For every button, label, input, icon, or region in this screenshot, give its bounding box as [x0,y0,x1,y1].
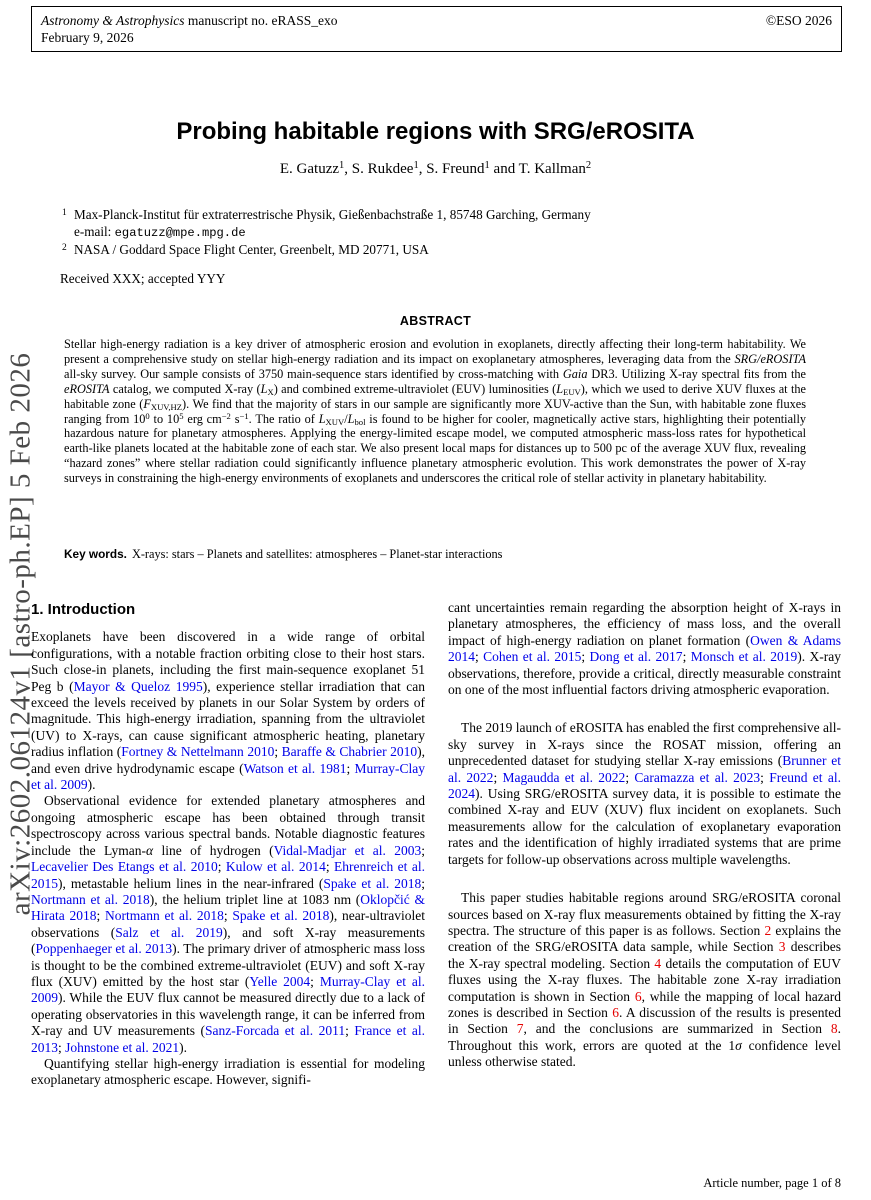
arxiv-watermark: arXiv:2602.06124v1 [astro-ph.EP] 5 Feb 2026 [4,352,37,916]
intro-paragraph-2: Observational evidence for extended planetary atmospheres and ongoing atmospheric escape has been obtained through transit spectroscopy across various spectral bands. Notable diagnostic features include the Lyman-α line of hydrogen (Vidal-Madjar et al. 2003; Lecavelier Des Etangs et al. 2010; Kulow et al. 2014; Ehrenreich et al. 2015), metastable helium lines in the near-infrared (Spake et al. 2018; Nortmann et al. 2018), the helium triplet line at 1083 nm (Oklopčić & Hirata 2018; Nortmann et al. 2018; Spake et al. 2018), near-ultraviolet observations (Salz et al. 2019), and soft X-ray measurements (Poppenhaeger et al. 2013). The primary driver of atmospheric mass loss is thought to be the combined extreme-ultraviolet (EUV) and soft X-ray flux (XUV) emitted by the host star (Yelle 2004; Murray-Clay et al. 2009). While the EUV flux cannot be measured directly due to a lack of operating observatories in this wavelength range, it can be inferred from X-ray and UV measurements (Sanz-Forcada et al. 2011; France et al. 2013; Johnstone et al. 2021). [31,793,426,1055]
manuscript-line: Astronomy & Astrophysics manuscript no. eRASS_exo [41,13,338,28]
citation-link[interactable]: Spake et al. 2018 [232,908,330,924]
section-ref-link[interactable]: 2 [764,922,772,938]
section-ref-link[interactable]: 3 [778,939,786,955]
intro-paragraph-4: The 2019 launch of eROSITA has enabled the first comprehensive all-sky survey in X-rays since the ROSAT mission, offering an unprecedented dataset for studying stellar X-ray emissions (Brunner et al. 2022; Magaudda et al. 2022; Caramazza et al. 2023; Freund et al. 2024). Using SRG/eROSITA survey data, it is possible to estimate the combined X-ray and EUV (XUV) flux incident on exoplanets. Such measurements allow for the calculation of exoplanetary evaporation rates and the identification of highly irradiated systems that are prime targets for follow-up observations across multiple wavelengths. [448,720,841,867]
citation-link[interactable]: Watson et al. 1981 [243,760,347,776]
affiliation-1 [60,207,810,224]
intro-paragraph-5: This paper studies habitable regions around SRG/eROSITA coronal sources based on X-ray flux measurements obtained by fitting the X-ray spectra. The structure of this paper is as follows. Section 2 explains the creation of the SRG/eROSITA data sample, while Section 3 describes the X-ray spectral modeling. Section 4 details the computation of EUV fluxes using the X-ray fluxes. The habitable zone X-ray irradiation computation is shown in Section 6, while the mapping of local hazard zones is described in Section 6. A discussion of the results is presented in Section 7, and the conclusions are summarized in Section 8. Throughout this work, errors are quoted at the 1σ confidence level unless otherwise stated. [448,890,841,1070]
citation-link[interactable]: Poppenhaeger et al. 2013 [35,941,173,957]
citation-link[interactable]: Baraffe & Chabrier 2010 [281,744,418,760]
keywords-label: Key words. [64,547,127,561]
citation-link[interactable]: Dong et al. 2017 [589,649,683,665]
left-column [31,600,425,1089]
right-column [448,600,841,1071]
section-ref-link[interactable]: 8 [830,1021,838,1037]
abstract-heading: ABSTRACT [399,314,472,328]
citation-link[interactable]: Owen & Adams 2014 [448,632,841,665]
citation-link[interactable]: Nortmann et al. 2018 [31,891,150,907]
citation-link[interactable]: Salz et al. 2019 [115,924,223,940]
intro-paragraph-3-continued: cant uncertainties remain regarding the absorption height of X-rays in planetary atmospheres, the efficiency of mass loss, and the overall impact of high-energy radiation on planet formation (Owen & Adams 2014; Cohen et al. 2015; Dong et al. 2017; Monsch et al. 2019). X-ray observations, therefore, provide a critical, directly measurable constraint on one of the most influential factors driving atmospheric evaporation. [448,600,841,698]
citation-link[interactable]: Caramazza et al. 2023 [634,769,761,785]
citation-link[interactable]: Nortmann et al. 2018 [104,908,224,924]
manuscript-info [41,12,338,46]
paper-title: Probing habitable regions with SRG/eROSITA [176,118,695,145]
abstract-text: Stellar high-energy radiation is a key driver of atmospheric erosion and evolution in exoplanets, directly affecting their long-term habitability. We present a comprehensive study on stellar high-energy radiation and its impact on exoplanetary atmospheres, leveraging data from the SRG/eROSITA all-sky survey. Our sample consists of 3750 main-sequence stars identified by cross-matching with Gaia DR3. Utilizing X-ray spectral fits from the eROSITA catalog, we computed X-ray (LX) and combined extreme-ultraviolet (EUV) luminosities (LEUV), which we used to derive XUV fluxes at the habitable zone (FXUV,HZ). We find that the majority of stars in our sample are significantly more XUV-active than the Sun, with habitable zone fluxes ranging from $10^0$ to $10^5$ erg $cm^{-2}$ $s^{-1}$. The ratio of LXUV/Lbol is found to be higher for cooler, magnetically active stars, highlighting their potentially hazardous nature for planetary atmospheres. Applying the energy-limited escape model, we computed atmospheric mass-loss rates for hypothetical earth-like planets located at the habitable zone of each star. We also present local maps for distances up to 500 pc of the average XUV flux, revealing “hazard zones” where stellar radiation could significantly influence planetary atmospheric evolution. This work demonstrates the power of X-ray surveys in constraining the high-energy environments of exoplanets and underscores the critical role of stellar activity in planetary habitability. [64,337,807,486]
citation-link[interactable]: Monsch et al. 2019 [690,649,798,665]
received-accepted-line: Received XXX; accepted YYY [60,271,226,286]
manuscript-date: February 9, 2026 [41,30,134,45]
keywords-text: X-rays: stars – Planets and satellites: atmospheres – Planet-star interactions [131,547,503,561]
author-list: E. Gatuzz$^1$, S. Rukdee$^1$, S. Freund$^1$ and T. Kallman$^2$ [279,160,592,177]
section-ref-link[interactable]: 4 [654,955,662,971]
section-heading-introduction: 1. Introduction [31,601,136,618]
section-ref-link[interactable]: 7 [516,1021,524,1037]
affiliation-2-marker: 2 [62,242,67,253]
affiliations [60,207,810,258]
manuscript-header [31,6,842,52]
citation-link[interactable]: Spake et al. 2018 [323,875,422,891]
citation-link[interactable]: Freund et al. 2024 [448,769,841,802]
citation-link[interactable]: France et al. 2013 [31,1023,425,1055]
citation-link[interactable]: Brunner et al. 2022 [448,753,841,785]
citation-link[interactable]: Sanz-Forcada et al. 2011 [205,1023,346,1039]
keywords-line [64,547,806,562]
author-email-line [60,224,810,242]
intro-paragraph-1: Exoplanets have been discovered in a wide range of orbital configurations, with a notable fraction orbiting close to their host stars. Such close-in planets, including the first main-sequence exoplanet 51 Peg b (Mayor & Queloz 1995), experience stellar irradiation that can exceed the levels received by planets in our Solar System by orders of magnitude. This high-energy irradiation, spanning from the ultraviolet (UV) to X-rays, can cause significant atmospheric heating, planetary radius inflation (Fortney & Nettelmann 2010; Baraffe & Chabrier 2010), and even drive hydrodynamic escape (Watson et al. 1981; Murray-Clay et al. 2009). [31,629,425,793]
citation-link[interactable]: Cohen et al. 2015 [483,649,582,665]
citation-link[interactable]: Yelle 2004 [249,973,311,989]
copyright-notice: ©ESO 2026 [765,13,832,28]
citation-link[interactable]: Magaudda et al. 2022 [502,769,626,785]
affiliation-2-text: NASA / Goddard Space Flight Center, Greenbelt, MD 20771, USA [74,241,429,257]
section-ref-link[interactable]: 6 [634,988,642,1004]
citation-link[interactable]: Johnstone et al. 2021 [65,1039,180,1055]
citation-link[interactable]: Oklopčić & Hirata 2018 [31,891,425,924]
intro-paragraph-3: Quantifying stellar high-energy irradiation is essential for modeling exoplanetary atmospheric escape. However, signifi- [31,1055,425,1088]
citation-link[interactable]: Murray-Clay et al. 2009 [31,973,425,1006]
citation-link[interactable]: Lecavelier Des Etangs et al. 2010 [31,859,218,875]
citation-link[interactable]: Ehrenreich et al. 2015 [31,859,425,891]
affiliation-1-text: Max-Planck-Institut für extraterrestrische Physik, Gießenbachstraße 1, 85748 Garching, Germany [74,207,591,222]
citation-link[interactable]: Fortney & Nettelmann 2010 [121,744,275,760]
affiliation-1-marker: 1 [62,208,67,218]
author-email[interactable]: e-mail: egatuzz@mpe.mpg.de [74,223,246,240]
citation-link[interactable]: Kulow et al. 2014 [225,859,326,875]
citation-link[interactable]: Murray-Clay et al. 2009 [31,760,425,793]
section-ref-link[interactable]: 6 [612,1004,619,1020]
citation-link[interactable]: Vidal-Madjar et al. 2003 [273,842,422,858]
citation-link[interactable]: Mayor & Queloz 1995 [73,678,203,694]
page-number-footer: Article number, page 1 of 8 [703,1176,841,1190]
affiliation-2 [60,242,810,259]
